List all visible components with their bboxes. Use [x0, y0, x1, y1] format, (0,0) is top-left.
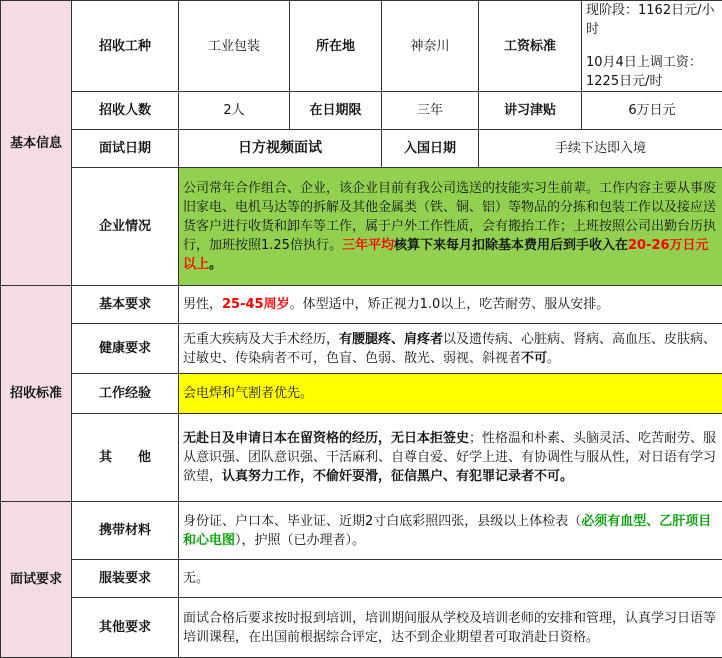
row-dress — [1, 560, 722, 598]
section-basic-info: 基本信息 — [1, 1, 72, 286]
health-c: 以及遗传病、心脏病、肾病、高血压、皮肤病、过敏史、传染病者不可，色盲、色弱、散光、弱视、斜视者 — [183, 332, 716, 366]
health-b: 有腰腿疼、肩疼者 — [339, 332, 443, 347]
row-job-type — [1, 1, 722, 92]
health-e: 。 — [547, 351, 560, 366]
experience-value: 会电焊和气割者优先。 — [179, 374, 722, 414]
basic-req-age: 25-45周岁 — [222, 297, 290, 312]
other-c: 认真努力工作，不偷奸耍滑，征信黑户、有犯罪记录者不可。 — [222, 469, 573, 484]
materials-a: 身份证、户口本、毕业证、近期2寸白底彩照四张，县级以上体检表（ — [183, 514, 581, 529]
interview-date-value: 日方视频面试 — [179, 130, 382, 168]
location-value: 神奈川 — [382, 1, 479, 92]
row-dates — [1, 130, 722, 168]
interview-date-label: 面试日期 — [72, 130, 179, 168]
materials-required: 必须有血型、乙肝项目和心电图 — [183, 514, 711, 548]
other-criteria-value — [179, 414, 722, 502]
company-end: 。 — [209, 257, 222, 272]
allowance-label: 讲习津贴 — [479, 92, 582, 130]
location-label: 所在地 — [290, 1, 382, 92]
health-a: 无重大疾病及大手术经历， — [183, 332, 339, 347]
materials-value — [179, 502, 722, 560]
other-req-value: 面试合格后要求按时报到培训，培训期间服从学校及培训老师的安排和管理，认真学习日语等培训课程，在出国前根据综合评定，达不到企业期望者可取消赴日资格。 — [179, 598, 722, 658]
basic-req-value — [179, 286, 722, 324]
row-materials — [1, 502, 722, 560]
experience-label: 工作经验 — [72, 374, 179, 414]
basic-req-post: 。体型适中，矫正视力1.0以上，吃苦耐劳、服从安排。 — [290, 297, 610, 312]
job-type-value: 工业包装 — [179, 1, 290, 92]
wage-current: 现阶段：1162日元/小时 — [586, 1, 718, 39]
entry-date-value: 手续下达即入境 — [479, 130, 722, 168]
wage-value — [582, 1, 722, 92]
basic-req-label: 基本要求 — [72, 286, 179, 324]
dress-value: 无。 — [179, 560, 722, 598]
row-experience — [1, 374, 722, 414]
health-d: 不可 — [521, 351, 547, 366]
row-basic-req — [1, 286, 722, 324]
term-label: 在日期限 — [290, 92, 382, 130]
materials-b: ），护照（已办理者）。 — [235, 533, 365, 548]
entry-date-label: 入国日期 — [382, 130, 479, 168]
headcount-label: 招收人数 — [72, 92, 179, 130]
company-highlight-avg: 三年平均 — [342, 238, 394, 253]
company-income-range: 20-26万日元以上 — [183, 238, 709, 272]
row-health — [1, 324, 722, 374]
other-b: ；性格温和朴素、头脑灵活、吃苦耐劳、服从意识强、团队意识强、干活麻利、自尊自爱、好学上进、有协调性与服从性，对日语有学习欲望， — [183, 431, 716, 484]
headcount-value: 2人 — [179, 92, 290, 130]
allowance-value: 6万日元 — [582, 92, 722, 130]
row-other-criteria — [1, 414, 722, 502]
term-value: 三年 — [382, 92, 479, 130]
other-criteria-label: 其 他 — [72, 414, 179, 502]
health-label: 健康要求 — [72, 324, 179, 374]
company-description — [179, 168, 722, 286]
section-criteria: 招收标准 — [1, 286, 72, 502]
wage-raise: 10月4日上调工资：1225日元/时 — [586, 53, 718, 91]
dress-label: 服装要求 — [72, 560, 179, 598]
row-company — [1, 168, 722, 286]
company-income-note: 核算下来每月扣除基本费用后到手收入在 — [394, 238, 628, 253]
basic-req-pre: 男性， — [183, 297, 222, 312]
materials-label: 携带材料 — [72, 502, 179, 560]
other-req-label: 其他要求 — [72, 598, 179, 658]
row-headcount — [1, 92, 722, 130]
section-interview-req: 面试要求 — [1, 502, 72, 658]
job-type-label: 招收工种 — [72, 1, 179, 92]
row-other-req — [1, 598, 722, 658]
health-value — [179, 324, 722, 374]
company-text: 公司常年合作组合、企业，该企业目前有我公司选送的技能实习生前辈。工作内容主要从事废旧家电、电机马达等的拆解及其他金属类（铁、铜、铝）等物品的分拣和包装工作以及接应送货客户进行收货和卸车等工作，属于户外工作性质，会有搬抬工作；上班按照公司出勤台历执行，加班按照1.25倍执行。 — [183, 181, 716, 253]
wage-label: 工资标准 — [479, 1, 582, 92]
other-a: 无赴日及申请日本在留资格的经历，无日本拒签史 — [183, 431, 469, 446]
company-label: 企业情况 — [72, 168, 179, 286]
